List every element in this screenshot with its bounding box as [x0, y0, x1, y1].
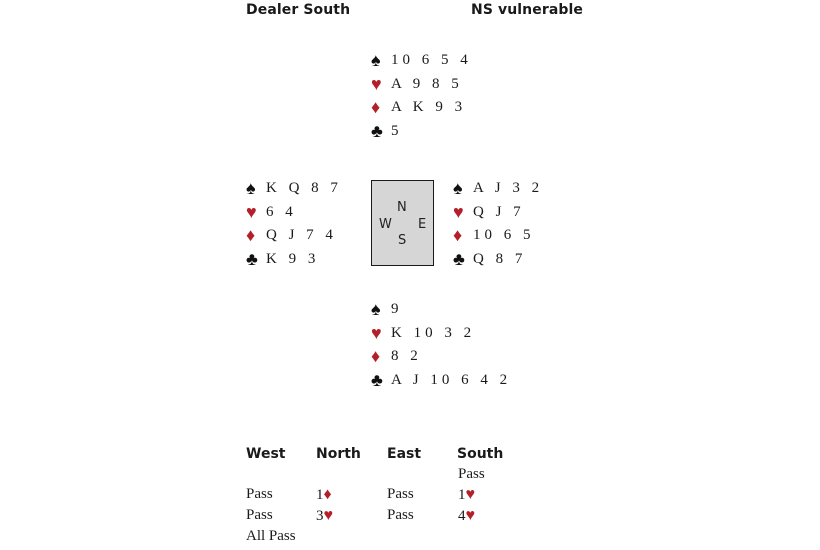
south-hand: [371, 298, 511, 392]
bid-south-r2: [458, 486, 475, 504]
bid-south-r1: Pass: [458, 466, 485, 482]
bid-west-r2: Pass: [246, 486, 273, 502]
bid-west-r3: Pass: [246, 507, 273, 523]
south-clubs-cards: A J 10 6 4 2: [391, 371, 512, 388]
bid-east-r2: Pass: [387, 486, 414, 502]
bid-level: 3: [316, 508, 324, 524]
west-hearts-cards: 6 4: [266, 203, 297, 220]
bid-north-r3: [316, 507, 333, 525]
south-spades: [371, 298, 511, 322]
west-hearts: [246, 201, 342, 225]
west-diamonds: [246, 224, 342, 248]
club-icon: ♣: [371, 120, 383, 141]
auction-header-north: North: [316, 446, 361, 462]
bid-south-r3: [458, 507, 475, 525]
east-diamonds-cards: 10 6 5: [473, 227, 535, 243]
diamond-icon: ♦: [371, 346, 381, 366]
compass-south: S: [398, 233, 407, 248]
heart-icon: ♥: [465, 507, 475, 524]
compass-north: N: [397, 200, 407, 215]
heart-icon: ♥: [453, 201, 464, 222]
spade-icon: ♠: [453, 178, 463, 198]
club-icon: ♣: [371, 369, 383, 390]
auction-header-west: West: [246, 446, 286, 462]
spade-icon: ♠: [246, 178, 256, 198]
auction-header-south: South: [457, 446, 504, 462]
north-hearts-cards: A 9 8 5: [391, 75, 463, 92]
north-diamonds-cards: A K 9 3: [391, 99, 467, 115]
east-spades: [453, 177, 543, 201]
heart-icon: ♥: [323, 507, 333, 524]
east-hearts: [453, 201, 543, 225]
compass-west: W: [379, 217, 392, 232]
bid-east-r3: Pass: [387, 507, 414, 523]
west-clubs: [246, 248, 342, 272]
dealer-label: Dealer South: [246, 2, 351, 18]
north-hearts: [371, 73, 472, 97]
west-clubs-cards: K 9 3: [266, 250, 320, 267]
spade-icon: ♠: [371, 50, 381, 70]
east-diamonds: [453, 224, 543, 248]
north-clubs-cards: 5: [391, 122, 403, 139]
east-spades-cards: A J 3 2: [473, 180, 544, 196]
west-diamonds-cards: Q J 7 4: [266, 227, 337, 243]
north-spades-cards: 10 6 5 4: [391, 52, 472, 68]
club-icon: ♣: [453, 248, 465, 269]
south-hearts-cards: K 10 3 2: [391, 324, 476, 341]
heart-icon: ♥: [246, 201, 257, 222]
diamond-icon: ♦: [371, 97, 381, 117]
heart-icon: ♥: [465, 486, 475, 503]
east-hand: [453, 177, 543, 271]
north-hand: [371, 49, 472, 143]
bid-north-r2: [316, 486, 332, 504]
spade-icon: ♠: [371, 299, 381, 319]
compass-east: E: [418, 217, 427, 232]
east-hearts-cards: Q J 7: [473, 203, 525, 220]
bid-level: 4: [458, 508, 466, 524]
club-icon: ♣: [246, 248, 258, 269]
heart-icon: ♥: [371, 322, 382, 343]
south-diamonds: [371, 345, 511, 369]
south-spades-cards: 9: [391, 301, 403, 317]
west-hand: [246, 177, 342, 271]
west-spades: [246, 177, 342, 201]
bid-level: 1: [458, 487, 466, 503]
heart-icon: ♥: [371, 73, 382, 94]
east-clubs: [453, 248, 543, 272]
south-hearts: [371, 322, 511, 346]
bid-west-r4: All Pass: [246, 528, 296, 544]
west-spades-cards: K Q 8 7: [266, 180, 342, 196]
north-clubs: [371, 120, 472, 144]
diamond-icon: ♦: [453, 225, 463, 245]
south-clubs: [371, 369, 511, 393]
vulnerability-label: NS vulnerable: [471, 2, 583, 18]
diamond-icon: ♦: [246, 225, 256, 245]
south-diamonds-cards: 8 2: [391, 348, 422, 364]
north-diamonds: [371, 96, 472, 120]
bid-level: 1: [316, 487, 324, 503]
north-spades: [371, 49, 472, 73]
east-clubs-cards: Q 8 7: [473, 250, 527, 267]
diamond-icon: ♦: [323, 486, 332, 503]
compass-table: [371, 180, 434, 266]
auction-header-east: East: [387, 446, 422, 462]
